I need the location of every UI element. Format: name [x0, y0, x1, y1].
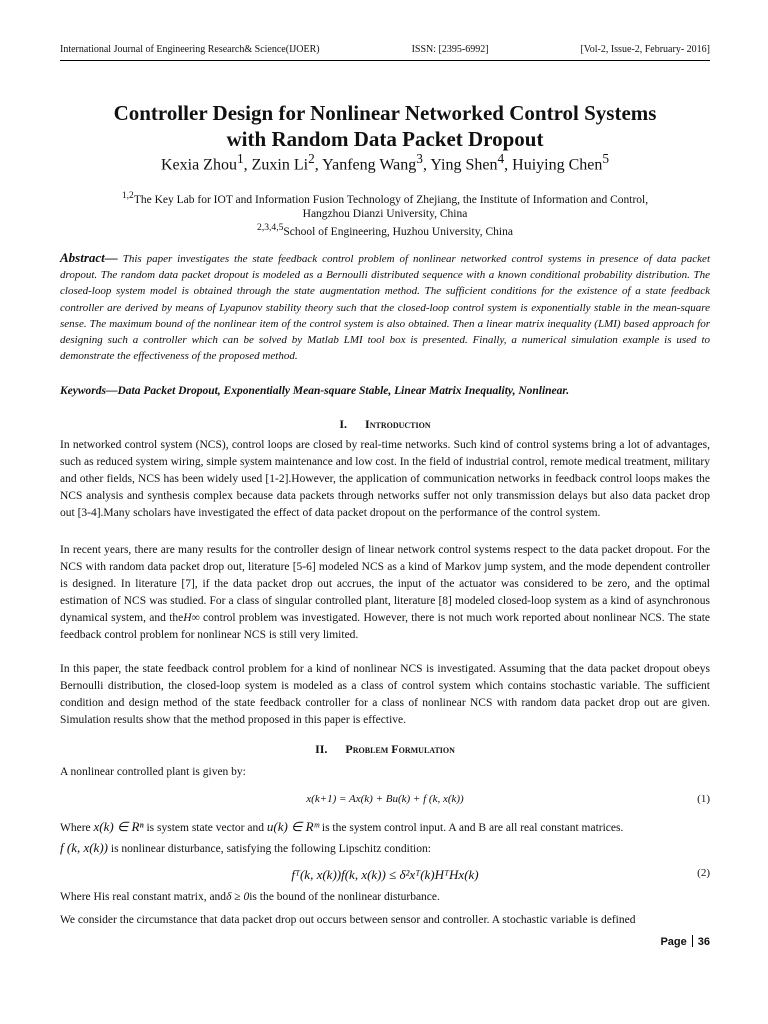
equation-expression: fᵀ(k, x(k))f(k, x(k)) ≤ δ²xᵀ(k)HᵀHx(k) — [291, 867, 479, 882]
journal-name: International Journal of Engineering Research& Science(IJOER) — [60, 44, 320, 55]
author-sup: 5 — [602, 151, 610, 166]
affiliation-1 — [60, 189, 710, 207]
equation-2 — [60, 867, 710, 887]
intro-paragraph-3: In this paper, the state feedback control problem for a kind of nonlinear NCS is investigated. Assuming that the data packet dropout obeys Bernoulli distribution, the closed-loop system is modeled as a class of control system which contains stochastic variable. The sufficient condition and design method of the state feedback controller for a class of nonlinear NCS with random data packet drop out are given. Simulation results show that the method proposed in this paper is effective. — [60, 663, 710, 727]
section-title: Introduction — [365, 417, 431, 431]
page-footer — [640, 935, 710, 948]
math-delta-bound: δ ≥ 0 — [226, 891, 250, 903]
section-number: I. — [339, 417, 348, 431]
problem-paragraph-2 — [60, 818, 710, 837]
page-number: 36 — [697, 936, 710, 948]
section-title: Problem Formulation — [345, 742, 455, 756]
paragraph-text: Where His real constant matrix, and — [60, 891, 227, 903]
title-line-2: with Random Data Packet Dropout — [226, 127, 544, 151]
affiliations — [60, 189, 710, 239]
abstract — [60, 250, 710, 364]
problem-paragraph-3 — [60, 839, 710, 858]
volume-info: [Vol-2, Issue-2, February- 2016] — [580, 44, 710, 55]
author: Kexia Zhou — [160, 156, 237, 174]
footer-divider — [692, 935, 693, 947]
equation-number: (2) — [697, 867, 710, 879]
paragraph-text: is system state vector and — [143, 822, 267, 834]
math-state-vector: x(k) ∈ Rⁿ — [93, 819, 144, 834]
header-rule — [60, 60, 710, 61]
affiliation-sup: 1,2 — [121, 190, 134, 201]
author: Ying Shen — [430, 156, 498, 174]
equation-1 — [60, 793, 710, 813]
author: Huiying Chen — [512, 156, 603, 174]
affiliation-sup: 2,3,4,5 — [257, 221, 284, 233]
paragraph-text: Where — [60, 822, 94, 834]
author-list: Kexia Zhou$^1$, Zuxin Li$^2$, Yanfeng Wang$^3$, Ying Shen$^4$, Huiying Chen$^5$ — [160, 151, 610, 174]
running-header — [60, 44, 710, 55]
author: Yanfeng Wang — [322, 156, 417, 174]
issn: ISSN: [2395-6992] — [411, 44, 489, 55]
author-sup: 4 — [497, 151, 505, 166]
intro-paragraph-2 — [60, 542, 710, 645]
paragraph-text: control problem was investigated. However, there is not much work reported about nonlinear NCS. The state feedback control problem for nonlinear NCS is still very limited. — [60, 612, 710, 642]
title-line-1: Controller Design for Nonlinear Networked Control Systems — [113, 101, 657, 125]
math-nonlinear-function: f (k, x(k)) — [60, 840, 108, 855]
equation-number: (1) — [697, 793, 710, 805]
page-label: Page — [660, 936, 687, 948]
equation-expression: x(k+1) = Ax(k) + Bu(k) + f (k, x(k)) — [306, 793, 464, 805]
paragraph-text: is the bound of the nonlinear disturbance. — [249, 891, 440, 903]
paragraph-text: is the system control input. A and B are all real constant matrices. — [319, 822, 624, 834]
keywords: Keywords—Data Packet Dropout, Exponentially Mean-square Stable, Linear Matrix Inequality, Nonlinear. — [60, 385, 570, 397]
affiliation-2 — [60, 221, 710, 239]
problem-paragraph-4 — [60, 889, 710, 906]
section-heading-problem-formulation — [60, 742, 710, 757]
author-sup: 3 — [416, 151, 423, 166]
paper-title — [40, 100, 730, 152]
author-sup: 2 — [308, 151, 315, 166]
h-infinity-symbol: H∞ — [183, 612, 200, 625]
section-heading-introduction — [60, 417, 710, 432]
intro-paragraph-1: In networked control system (NCS), control loops are closed by real-time networks. Such kind of control systems bring a lot of advantages, such as reduced system wiring, simple system maintenance and low cost. In the field of industrial control, remote medical treatment, military and other fields, NCS has been widely used [1-2].However, the application of communication networks in feedback control loops makes the NCS analysis and synthesis complex because data packets through networks suffer not only transmission delays but also data packet drop out [3-4].Many scholars have investigated the effect of data packet dropout on the performance of the control system. — [60, 439, 710, 520]
author-sup: 1 — [236, 151, 244, 166]
problem-paragraph-1: A nonlinear controlled plant is given by: — [60, 766, 246, 778]
affiliation-text: School of Engineering, Huzhou University, China — [283, 225, 513, 238]
affiliation-1-cont: Hangzhou Dianzi University, China — [302, 207, 468, 220]
section-number: II. — [315, 742, 328, 756]
abstract-label: Abstract— — [60, 250, 118, 265]
paragraph-text: In recent years, there are many results for the controller design of linear network control systems respect to the data packet dropout. For the NCS with random data packet drop out, literature [5-6] modeled NCS as a kind of Markov jump system, and the mode dependent controller is designed. In literature [7], if the data packet drop out accrues, the input of the actuator was considered to be zero, and the optimal estimation of NCS was studied. For a class of singular controlled plant, literature [8] modeled closed-loop system as a kind of asynchronous dynamical system, and the — [60, 544, 710, 625]
author: Zuxin Li — [251, 156, 309, 174]
paragraph-text: is nonlinear disturbance, satisfying the following Lipschitz condition: — [108, 843, 431, 855]
problem-paragraph-5: We consider the circumstance that data packet drop out occurs between sensor and controller. A stochastic variable is defined — [60, 914, 636, 926]
math-control-input: u(k) ∈ Rᵐ — [266, 819, 319, 834]
abstract-text: This paper investigates the state feedback control problem of nonlinear networked control systems in presence of data packet dropout. The random data packet dropout is modeled as a Bernoulli distributed sequence with a known conditional probability distribution. The closed-loop system model is obtained through the state augmentation method. The sufficient conditions for the existence of a state feedback controller are derived by means of Lyapunov stability theory such that the closed-loop control system is exponentially stable in the mean-square sense. The maximum bound of the nonlinear item of the control system is also obtained. Then a linear matrix inequality (LMI) based approach for designing such a controller which can be solved by Matlab LMI tool box is presented. Finally, a numerical simulation example is used to demonstrate the effectiveness of the proposed method. — [60, 253, 710, 363]
affiliation-text: The Key Lab for IOT and Information Fusion Technology of Zhejiang, the Institute of Information and Control, — [133, 193, 649, 206]
